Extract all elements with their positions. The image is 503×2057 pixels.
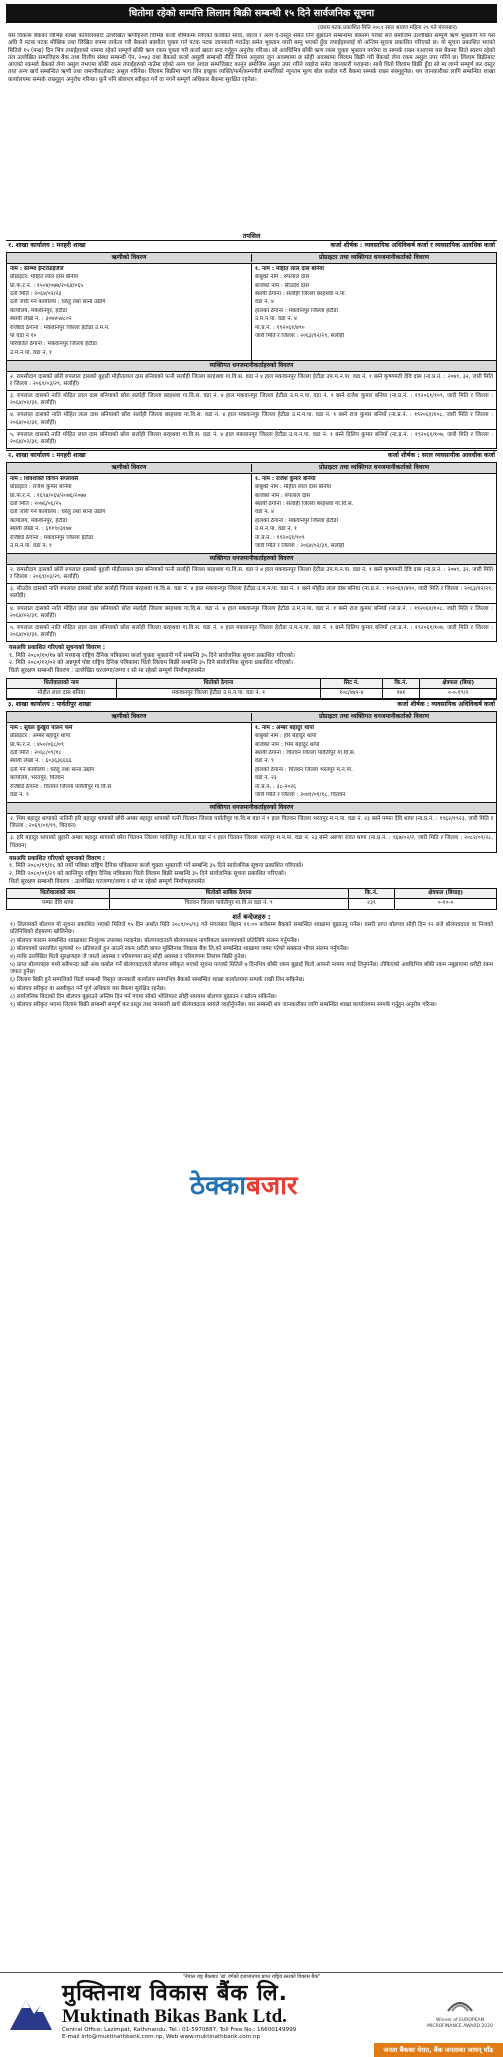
proprietor-header: प्रोप्राइटर तथा व्यक्तिगत धनजमानीकर्ताको विवरण	[251, 713, 496, 721]
previous-notice-line: १. मिति २०८०/११/१८ को नयाँ पत्रिका राष्ट्रिय दैनिक पत्रिकामा कर्जा चुक्ता भुक्तानी गर्ने सम्बन्धि ३५ दिने सार्वजनिक सूचना प्रकाशित गरिएको।	[9, 863, 304, 870]
guarantor-paragraph: २. भिम बहादुर थापाको नातिनी हरि बहादुर थापाको छोरी अम्बर बहादुर थापाको पत्नी चितवन जिल्ला पार्वतीपुर गा.वि.स वडा नं ९ हाल चितवन जिल्ला भरतपुर म.न.पा. वडा नं. २३ बस्ने पम्फा देवि थापा (ना.प्र.नं. : १९६२/१९२३, जारी मिति र जिल्ला : २०६९/०१/१९, चितवन)	[10, 816, 493, 830]
previous-notice-title: यसअघि प्रकाशित गरिएको सूचनाको विवरण :	[9, 855, 106, 862]
loan-type: कर्जा शीर्षक : व्यवसायिक अधिविकर्ष कर्जा	[397, 701, 495, 709]
proprietor-line: स्थायी ठेगाना : सर्लाही जिल्ला बरहथवा न.पा.	[255, 291, 347, 297]
mountain-logo-icon	[8, 1992, 54, 2032]
borrower-line: दर्ता मिति : २०६४/०२/२३	[10, 291, 62, 297]
proprietor-line: जारी मिति र जिल्ला : २०६४/०२/३१, सर्लाही	[255, 542, 345, 549]
branch-section	[6, 240, 497, 449]
proprietor-line: १. नाम : अम्बर बहादुर थापा	[255, 724, 315, 731]
table-header-cell: क्षेत्रफल (बिघा)	[420, 678, 497, 688]
loan-type: कर्जा शीर्षक : सरल व्यवसायीक आवधीक कर्जा	[387, 452, 495, 460]
proprietor-details	[251, 723, 496, 803]
borrower-line: नाम : सुवल कुखुरा पालन फर्म	[10, 724, 73, 731]
bank-name-nepali: मुक्तिनाथ विकास बैंक लि.	[62, 1981, 288, 2007]
details-box	[6, 711, 497, 853]
proprietor-line: ना.प्र.नं. : १९२०६१/४९०	[255, 324, 305, 331]
guarantor-paragraph: २. रामसौदाग दासको छोरी रुपलाल दासको बुहारी मोहीतलाल दास बनियाको पत्नी सर्लाही जिल्ला बरहथवा गा.वि.स. वडा नं ४ हाल मकवानपुर जिल्ला हेटौडा उप.म.न.पा. वडा नं. १ बस्ने कृष्णमती देवि दास (ना.प्र.नं. : २०७९, ३२, जारी मिति र जिल्ला : २०६९/०३/२९, सर्लाही)	[10, 373, 493, 387]
guarantor-paragraph: ४. रुपलाल दासको नाति मोहित लाल दास बनियाको छोरा सर्लाही जिल्ला बरहथवा गा.वि.स. वडा नं. ४ हाल मकवानपुर जिल्ला हेटौडा उ.म.न.पा. वडा नं. १ बस्ने राज कुमार बनियाँ (ना.प्र.नं. : १९२०६१/१०८, जारी मिति र जिल्ला : २०६४/०२/३१, सर्लाही)	[7, 409, 496, 428]
borrower-line: दर्ता मिति : २०७६/०६/२५	[10, 500, 62, 507]
proprietor-line: हालको ठेगाना : मकवानपुर जिल्ला हेटौडा	[255, 307, 338, 314]
borrower-line: कार्यालय, भरतपुर, चितवन	[10, 775, 64, 782]
branch-office: १. शाखा कार्यालय : मनहरी शाखा	[8, 242, 86, 250]
notice-title: धितोमा रहेको सम्पत्ति लिलाम बिक्री सम्बन्धी १५ दिने सार्वजनिक सूचना	[6, 4, 497, 23]
borrower-details	[7, 264, 251, 360]
details-box	[6, 252, 497, 449]
guarantor-header: व्यक्तिगत धनजमानीकर्ताहरुको विवरण	[7, 360, 496, 372]
borrower-line: प्रा.फ.र.नं. : ४५०/०६८/०९	[10, 741, 64, 748]
bank-tagline: जनता बैंकका घेरात, बैंक जनताका जाघन् घाँढ	[374, 2043, 503, 2057]
proprietor-line: वडा नं. ४	[255, 299, 274, 306]
borrower-line: दर्ता मिति : २०६८/०९/१८	[10, 750, 62, 757]
table-cell: चितवन जिल्ला पार्वतीपुर गा.वि.स वडा नं. ९	[109, 899, 348, 909]
previous-notice-line: १. मिति २०८०/१०/१७ को मध्यान्ह राष्ट्रिय दैनिक पत्रिकामा कर्जा चुक्ता भुक्तानी गर्ने सम्बन्धि ३५ दिने सार्वजनिक सूचना प्रकाशित गरिएको।	[9, 652, 295, 659]
branch-office: २. शाखा कार्यालय : मनहरी शाखा	[8, 452, 86, 460]
proprietor-line: ना.प्र.नं. : १९२०६१/१०९	[255, 534, 305, 541]
section-heading	[6, 240, 497, 251]
borrower-header: ऋणीको विवरण	[111, 463, 147, 471]
table-cell: मकवानपुर जिल्ला हेटौडा उ.म.न.पा. वडा नं. १	[116, 689, 321, 699]
table-cell: ०-१०-०	[395, 899, 497, 909]
proprietor-details	[251, 264, 496, 360]
borrower-line: प्रा.फ.र.नं. : १६९४/०६४/२०७६/२०७७	[10, 492, 87, 499]
branch-section	[6, 450, 497, 699]
borrower-line: रजिष्टर्ड ठेगाना : मकवानपुर जिल्ला हेटौडा	[10, 534, 94, 541]
borrower-line: कार्यालय, मकवानपुर, हेटौडा	[10, 307, 68, 314]
previous-notice	[6, 643, 497, 678]
watermark-part1: ठेक्का	[190, 1171, 246, 1201]
guarantor-header: व्यक्तिगत धनजमानीकर्ताहरुको विवरण	[7, 802, 496, 814]
proprietor-details	[251, 474, 496, 554]
proprietor-line: बाबुको नाम : हरि बहादुर थापा	[255, 733, 317, 740]
table-header-cell: सिट नं.	[321, 678, 382, 688]
table-row	[7, 899, 497, 909]
borrower-line: दर्ता जारी गर्ने कार्यालय : घरेलु तथा साना उद्योग	[10, 299, 106, 306]
contact-email-web: E-mail info@muktinathbank.com.np, Web www.muktinathbank.com.np	[62, 2033, 261, 2040]
proprietor-line: स्थायी ठेगाना : सर्लाही जिल्ला बरहथवा गा.वि.स.	[255, 500, 354, 507]
details-columns	[7, 474, 496, 554]
branch-section	[6, 699, 497, 909]
award-icon	[445, 1993, 475, 2015]
guarantor-header: व्यक्तिगत धनजमानीकर्ताहरुको विवरण	[7, 553, 496, 565]
borrower-line: प्रा.फ.र.नं. : १५०४/०७७/२०६४/०६५	[10, 282, 84, 289]
intro-paragraph: यस विकास बैंकका विभिन्न शाखा कार्यालयबाट उल्लेखित ऋणीहरुले विभिन्न कर्जा शीर्षकमा लिएको कर्जाको साँवा, ब्याज र अन्य दै-दस्तुर समेत तिर्ने बुझाउने सम्बन्धमा बैकसंग गरेको सर्त बमोजिम उल्लेखित सम्पूर्ण ऋण भुक्तानी गर्न यस अघि नै पटक पटक मौखिक तथा लिखित रुपमा ताकेता गरी बैकको बक्यौता चुक्ता गर्न पटक पटक जानकारी गराउँदा समेत भुक्तान नगरी बस्नु भएको हुँदा तपाईंहरुलाई यो अन्तिम सूचना प्रकाशित गरिएको छ। यो सूचना प्रकाशित भएको मितिले १५ (पन्ध्र) दिन भित्र तपाईंहरुको नाममा रहेको सम्पूर्ण बाँकी ऋण रकम चुक्ता गरी कर्जा खाता बन्द गर्नुहुन अनुरोध गरिन्छ। सो अवधिभित्र बाँकी ऋण रकम चुक्ता भुक्तान नगरेमा वा सम्पर्क राख्न नआएमा यस बैकमा धितो स्वरुप रहेको तल उल्लेखित सम्पत्तिहरु बैक तथा वित्तीय संस्था सम्बन्धी ऐन, २०७३ तथा बैकको कर्जा असुली सम्बन्धी नीति नियम अनुसार जुन अवस्थामा छ सोही अवस्थामा लिलाम बिक्री गरी बैकको लेना रकम असुल उपर गरिने छ। लिलाम बिक्रीबाट आएको रकमले बैकको लेना असुल नभएमा बाँकी रकम तपाईंहरुको नाउँमा रहेको अन्य चल अचल सम्पत्तिबाट कानुन बमोजिम असुल उपर गरिने व्यहोरा समेत जानकारी गराइन्छ। साथै धितो लिलाम बिक्री हुँदा सो मा लाग्ने सम्पूर्ण कर दस्तुर तथा अन्य खर्च सम्बन्धित ऋणी तथा जमानीकर्ताबाट असुल गरिनेछ। लिलाम बिक्रीमा भाग लिन इच्छुक व्यक्ति/फर्म/कम्पनीले सम्पत्तिको न्यूनतम मूल्य बोल कबोल गरी बैकमा सम्पर्क राख्न सक्नुहुनेछ। थप जानकारीका लागि सम्बन्धित शाखा कार्यालयमा सम्पर्क राख्नुहुन अनुरोध गरिन्छ। कुनै पनि बोलपत्र स्वीकृत गर्ने वा नगर्ने सम्पूर्ण अधिकार बैकमा सुरक्षित रहनेछ।	[8, 32, 495, 83]
loan-type: कर्जा शीर्षक : व्यवसायिक अधिविकर्ष कर्जा र व्यवसायिक आवधिक कर्जा	[330, 242, 495, 250]
condition-item: ८) सार्वजनिक बिदाको दिन बोलपत्र बुझाउने अन्तिम दिन पर्न गएमा सोको भोलिपल्ट सोही समयमा बोलपत्र बुझाउन र खोल्न सकिनेछ।	[10, 993, 277, 1000]
guarantor-paragraph: ३. रुपलाल दासको नाति मोहित लाल दास बनियाको छोरा सर्लाही जिल्ला बरहथवा गा.वि.स. वडा नं. ४ हाल मकवानपुर जिल्ला हेटौडा उ.म.न.पा. वडा नं. १ बस्ने राजेश कुमार बनिया (ना.प्र.नं. : १९२०६१/१०९, जारी मिति र जिल्ला : २०६४/०२/३१, सर्लाही)	[7, 390, 496, 409]
proprietor-line: उ.म.न.पा. वडा नं. ४	[255, 316, 297, 323]
details-header	[7, 253, 496, 264]
borrower-line: दर्ता गर्ने कार्यालय : घरेलु तथा साना उद्योग	[10, 766, 95, 773]
table-cell: १७१	[382, 689, 420, 699]
security-note: धितो सुरक्षण सम्बन्धी विवरण : उल्लेखित घरजग्गा/जग्गा र सो मा रहेको सम्पूर्ण निर्माणहरुसमेत	[9, 668, 205, 675]
borrower-line: वडा नं. ९	[10, 792, 29, 799]
previous-notice-line: २. मिति २०८०/१२/०२ को अन्नपूर्ण पोष्ट राष्ट्रिय दैनिक पत्रिकामा धितो लिलाम बिक्री सम्बन्धि ३५ दिने सार्वजनिक सूचना प्रकाशित गरिएको।	[9, 660, 293, 667]
logo-row	[0, 1980, 503, 2042]
condition-item: ३) बोलपत्रको प्रस्तावित मूल्यको १० प्रतिशतले हुन आउने रकम धरौटी बापत मुक्तिनाथ विकास बैंक लि.को सम्बन्धित शाखामा जम्मा गरेको सक्कल भौचर संलग्न गर्नुपर्नेछ।	[10, 945, 349, 952]
condition-item: ५) प्राप्त बोलपत्रहरु मध्ये सबैभन्दा बढी अंक कबोल गर्ने बोलपत्रदाताले बोलपत्र स्वीकृत भएको सूचना पाएको मितिले ७ दिनभित्र बाँकी रकम बुझाई धितो आफ्नो नाममा गराई लिनुपर्नेछ। तोकिएको अवधिभित्र बाँकी रकम नबुझाएमा धरौटी रकम जफत हुनेछ।	[10, 962, 493, 976]
borrower-header: ऋणीको विवरण	[111, 713, 147, 721]
details-box	[6, 462, 497, 642]
bank-name-block	[62, 1982, 425, 2040]
table-header-cell: धितोवालाको नाम	[7, 889, 110, 899]
borrower-line: स्थायी लेखा नं. : ६०३६३६६६६	[10, 758, 72, 765]
proprietor-header: प्रोप्राइटर तथा व्यक्तिगत धनजमानीकर्ताको विवरण	[251, 254, 496, 262]
license-note: "नेपाल राष्ट्र बैंकबाट 'ख' वर्गको इजाजतपत्र प्राप्त राष्ट्रिय स्तरको विकास बैंक"	[0, 1972, 503, 1980]
guarantor-paragraph: ४. रुपलाल दासको नाति मोहित लाल दास बनियाको छोरा सर्लाही जिल्ला बरहथवा गा.वि.स. वडा नं. ४ हाल मकवानपुर जिल्ला हेटौडा उ.म.न.पा. वडा नं. १ बस्ने राज कुमार बनियाँ (ना.प्र.नं. : १९२०६१/१०८, जारी मिति र जिल्ला : २०६४/०२/३१, सर्लाही)	[7, 603, 496, 622]
previous-notice	[6, 854, 497, 889]
watermark-part2: बजार	[245, 1171, 298, 1201]
borrower-details	[7, 723, 251, 803]
proprietor-line: हालको ठेगाना : चितवन जिल्ला भरतपुर म.न.पा.	[255, 766, 353, 773]
proprietor-line: स्थायी ठेगाना : चितवन जिल्ला पार्वतीपुर गा.वि.स.	[255, 750, 356, 757]
proprietor-line: बाबुको नाम : मोहीत लाल दास बनिया	[255, 484, 332, 491]
proprietor-line: बाजेको नाम : रुपलाल दास	[255, 492, 311, 499]
proprietor-line: बाजेको नाम : भिम बहादुर थापा	[255, 741, 320, 748]
previous-notice-line: २. मिति २०८०/०१/२९ को कान्तिपुर राष्ट्रिय दैनिक पत्रिकामा धितो लिलाम बिक्री सम्बन्धि ३५ दिने सार्वजनिक सूचना प्रकाशित गरिएको।	[9, 870, 286, 877]
table-header-cell: कि.नं.	[348, 889, 395, 899]
table-cell: १०८/४४२-४	[321, 689, 382, 699]
table-cell: २३९	[348, 899, 395, 909]
proprietor-line: हालको ठेगाना : मकवानपुर जिल्ला हेटौडा	[255, 517, 338, 524]
thekka-bazar-watermark	[190, 1170, 298, 1203]
collateral-table	[6, 888, 497, 909]
table-header-cell: धितोको ठेगाना	[116, 678, 321, 688]
proprietor-line: ना.प्र.नं. : ३८-२०२६	[255, 783, 297, 790]
borrower-line: पा वडा नं १०	[10, 332, 37, 339]
proprietor-line: जारी मिति र जिल्ला : २०६३/१२/२९, सर्लाही	[255, 332, 345, 339]
conditions-list	[6, 922, 497, 1009]
collateral-table	[6, 678, 497, 699]
condition-item: १) लिलामको बोलपत्र यो सूचना प्रकाशित भएको मितिले १५ दिन अर्थात मिति २०८१/०५/१३ गते मंगलबार बिहान ११:०० बजेसम्म बैकको सम्बन्धित शाखामा बुझाउनु पर्नेछ। यसरी प्राप्त बोलपत्र सोही दिन १२ बजे बोलपत्रदाता वा निजको प्रतिनिधिको रोहबरमा खोलिनेछ।	[10, 922, 493, 936]
proprietor-line: वडा नं. ९	[255, 758, 274, 765]
award-text: Winner of EUROPEAN MICROFINANCE AWARD 2020	[427, 2018, 493, 2029]
borrower-line: रजिष्टर्ड ठेगाना : चितवन जिल्ला पार्वतीपुर गा.वि.स	[10, 783, 112, 790]
borrower-line: स्थायी लेखा नं. : ६११९०३१७४	[10, 526, 72, 533]
borrower-header: ऋणीको विवरण	[111, 254, 147, 262]
contact-office: Central Office: Lazimpat, Kathmandu, Tel.: 01-5970887, Toll Free No.: 16600149999	[62, 2026, 297, 2033]
guarantor-paragraph: ३. सीउदेव दासको नाति रुपलाल दासको छोरा सर्लाही जिल्ला बरहथवा गा.वि.स. वडा नं. ४ हाल मकवानपुर जिल्ला हेटौडा उ.म.न.पा. वडा नं. १ बस्ने मोहीत लाल दास बनिया (ना.प्र.नं. : १९२०६१/४९०, जारी मिति र जिल्ला : २०६३/१२/२९, सर्लाही)	[7, 583, 496, 602]
table-row	[7, 689, 497, 699]
table-header-cell: धितोको साबिक ठेगाना	[109, 889, 348, 899]
proprietor-line: १. नाम : मोहीत लाल दास बनिया	[255, 265, 324, 272]
table-cell: ०-०-१९/२	[420, 689, 497, 699]
bank-name-english: Muktinath Bikas Bank Ltd.	[62, 2005, 287, 2027]
section-heading	[6, 450, 497, 461]
condition-item: ४) माथि उल्लेखित धितो सुरक्षणहरु जे जस्तो अवस्था र परिमाणमा छन् सोही अवस्था र परिमाणमा लिलाम बिक्री हुनेछ।	[10, 953, 247, 960]
table-cell: पम्फा देवि थापा	[7, 899, 110, 909]
borrower-line: उ.म.न.पा. वडा नं. १	[10, 349, 52, 356]
borrower-line: दर्ता जारी गर्ने कार्यालय : घरेलु तथा साना उद्योग	[10, 509, 106, 516]
table-header-row	[7, 889, 497, 899]
proprietor-line: वडा नं. ४	[255, 509, 274, 516]
details-columns	[7, 264, 496, 360]
borrower-details	[7, 474, 251, 554]
publish-date: (प्रथम पटक प्रकाशित मिति २०८१ साल श्रावण महिना २९ गते मंगलबार)	[317, 25, 457, 31]
table-header-row	[7, 678, 497, 688]
bank-footer	[0, 1972, 503, 2057]
schedule-heading: तपसिल	[242, 231, 261, 240]
proprietor-line: वडा नं. २३	[255, 775, 277, 782]
guarantor-paragraph: ३. हरि बहादुर थापाको बुहारी अम्बर बहादुर थापाको छोरा चितवन जिल्ला पार्वतीपुर गा.वि.स वडा नं ९ हाल चितवन जिल्ला भरतपुर म.न.पा. वडा नं. २३ बस्ने अरुणा रावत थापा (ना.प्र.नं. : ९६७/०२/२, जारी मिति र जिल्ला : २०८२/०९/२८, चितवन)	[7, 832, 496, 851]
borrower-line: प्रोप्राइटर : अम्बर बहादुर थापा	[10, 733, 71, 740]
table-cell: मोहीत लाल दास बनिया	[7, 689, 117, 699]
borrower-line: रजिष्टर्ड ठेगाना : मकवानपुर जिल्ला हेटौडा उ.म.न.	[10, 324, 110, 331]
condition-item: ९) बोलपत्र स्वीकृत भएमा लिलाम बिक्री सम्बन्धी सम्पूर्ण कर दस्तुर तथा नामसारी खर्च बोलपत्रदाता स्वयंले व्यहोर्नुपर्नेछ। यस सम्बन्धी थप जानकारीका लागि सम्बन्धित शाखा कार्यालयमा सम्पर्क गर्नुहुन अनुरोध गरिन्छ।	[10, 1001, 437, 1008]
proprietor-line: बाजेको नाम : सीउदेव दास	[255, 282, 310, 289]
security-note: धितो सुरक्षण सम्बन्धी विवरण : उल्लेखित घरजग्गा/जग्गा र सो मा रहेको सम्पूर्ण निर्माणहरुसमेत	[9, 878, 205, 885]
details-columns	[7, 723, 496, 803]
branch-office: ३. शाखा कार्यालय : पार्वतीपुर शाखा	[8, 701, 91, 709]
table-header-cell: कि.नं.	[382, 678, 420, 688]
borrower-line: प्रोप्राइटर: मोहित लाल दास बनिया	[10, 274, 79, 281]
condition-item: ६) लिलाम बिक्री हुने सम्पत्तिको धितो सम्बन्धी विस्तृत जानकारी कार्यालय समयभित्र बैकको सम्बन्धित शाखा कार्यालयमा सम्पर्क राखी लिन सकिनेछ।	[10, 977, 305, 984]
proprietor-header: प्रोप्राइटर तथा व्यक्तिगत धनजमानीकर्ताको विवरण	[251, 464, 496, 472]
proprietor-line: जारी मिति र जिल्ला : २०४१/०१/१८, चितवन	[255, 792, 346, 799]
proprietor-line: १. नाम : राजेश कुमार बनिया	[255, 475, 316, 482]
condition-item: ७) बोलपत्र स्वीकृत वा अस्वीकृत गर्ने पूर्ण अधिकार यस बैकमा सुरक्षित रहनेछ।	[10, 985, 166, 992]
previous-notice-title: यसअघि प्रकाशित गरिएको सूचनाको विवरण :	[9, 645, 106, 652]
guarantor-paragraph: २. रामसौदाग दासको छोरी रुपलाल दासको बुहारी मोहीतलाल दास बनियाको पत्नी सर्लाही जिल्ला बरहथवा गा.वि.स. वडा नं ४ हाल मकवानपुर जिल्ला हेटौडा उप.म.न.पा. वडा नं. १ बस्ने कृष्णमती देवि दास (ना.प्र.नं. : २०७९, ३२, जारी मिति र जिल्ला : २०६९/०३/२९, सर्लाही)	[10, 566, 493, 581]
borrower-line: परिवर्तित ठेगाना : मकवानपुर जिल्ला हेटौडा	[10, 341, 97, 348]
details-header	[7, 463, 496, 474]
borrower-line: कार्यालय, मकवानपुर, हेटौडा	[10, 517, 68, 524]
borrower-line: नाम : शिवशक्ति किचन सप्लायर्स	[10, 475, 79, 482]
condition-item: २) बोलपत्र फाराम सम्बन्धित शाखाबाट निःशुल्क उपलब्ध गराइनेछ। बोलपत्रदाताले बोलपत्रसाथ नागरिकता प्रमाणपत्रको प्रतिलिपि संलग्न गर्नुपर्नेछ।	[10, 937, 299, 944]
borrower-line: नाम : साम्भा ईन्टरप्राईजेज	[10, 265, 64, 272]
conditions-title: शर्त बन्देजहरु :	[232, 912, 271, 921]
table-header-cell: क्षेत्रफल (बिघाह)	[395, 889, 497, 899]
sections-container	[6, 240, 497, 910]
section-heading	[6, 699, 497, 710]
borrower-line: उ.म.न.पा. वडा नं. १	[10, 542, 52, 549]
table-header-cell: धितोवालाको नाम	[7, 678, 117, 688]
details-header	[7, 712, 496, 723]
guarantor-paragraph: ५. रुपलाल दासको नाति मोहित लाल दास बनियाको छोरा सर्लाही जिल्ला बरहथवा गा.वि.स. वडा नं. ४ हाल मकवानपुर जिल्ला हेटौडा उ.म.न.पा. वडा नं. १ बस्ने दिलिप कुमार बनियाँ (ना.प्र.नं. : १९२०६१/१०७, जारी मिति र जिल्ला : २०६४/०२/३१, सर्लाही)	[7, 622, 496, 641]
proprietor-line: बाबुको नाम : रुपलाल दास	[255, 274, 310, 281]
borrower-line: स्थायी लेखा नं. : ३०७४५४८०२	[10, 316, 72, 323]
guarantor-paragraph: ५. रुपलाल दासको नाति मोहित लाल दास बनियाको छोरा सर्लाही जिल्ला बरहथवा गा.वि.स. वडा नं. ४ हाल मकवानपुर जिल्ला हेटौडा उ.म.न.पा. वडा नं. १ बस्ने दिलिप कुमार बनियाँ (ना.प्र.नं. : १९२०६१/१०७, जारी मिति र जिल्ला : २०६४/०२/३१, सर्लाही)	[7, 429, 496, 448]
award-badge	[425, 1993, 495, 2029]
proprietor-line: उ.म.न.पा. वडा नं. १	[255, 526, 297, 533]
borrower-line: प्रोप्राइटर : राजेश कुमार बनिया	[10, 484, 72, 491]
